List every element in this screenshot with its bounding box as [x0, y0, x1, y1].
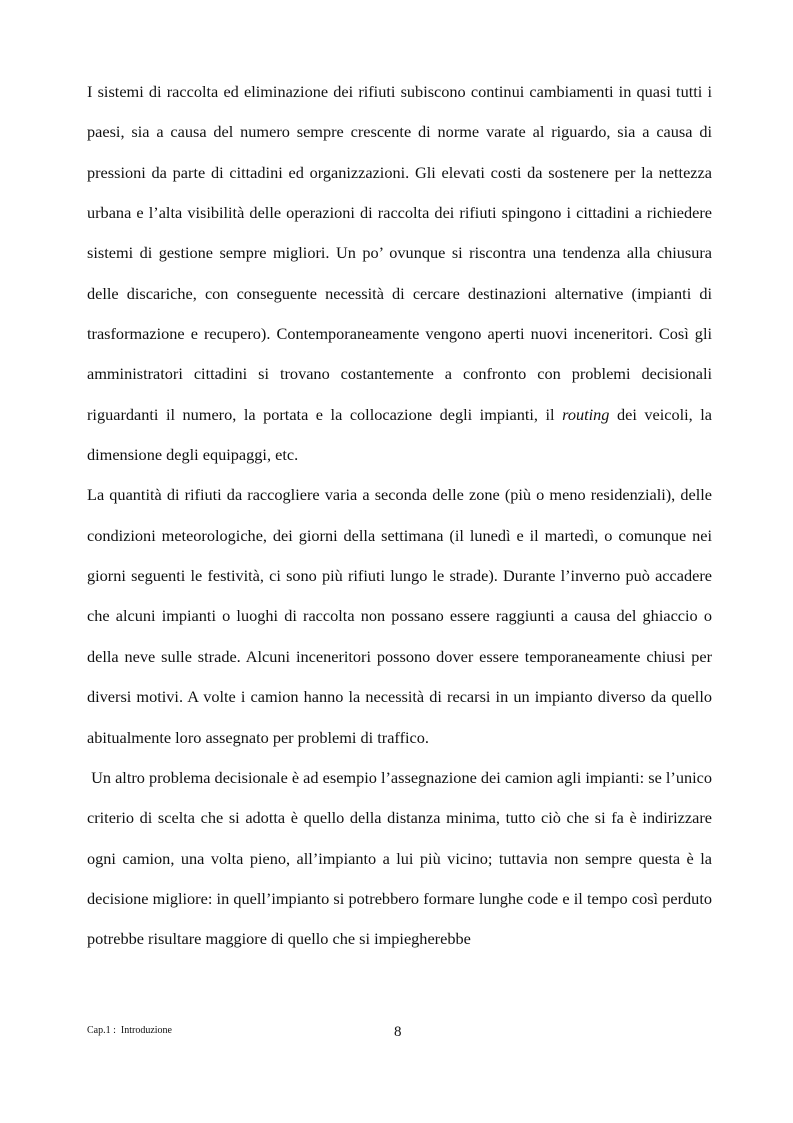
- paragraph-2: La quantità di rifiuti da raccogliere varia a seconda delle zone (più o meno residenziali), delle condizioni meteorologiche, dei giorni della settimana (il lunedì e il martedì, o comunque nei giorni seguenti le festività, ci sono più rifiuti lungo le strade). Durante l’inverno può accadere che alcuni impianti o luoghi di raccolta non possano essere raggiunti a causa del ghiaccio o della neve sulle strade. Alcuni inceneritori possono dover essere temporaneamente chiusi per diversi motivi. A volte i camion hanno la necessità di recarsi in un impianto diverso da quello abitualmente loro assegnato per problemi di traffico.: [87, 485, 712, 747]
- paragraph-1-end: dei veicoli, la dimensione degli equipaggi, etc.: [87, 404, 712, 465]
- paragraph-3: Un altro problema decisionale è ad esempio l’assegnazione dei camion agli impianti: se l’unico criterio di scelta che si adotta è quello della distanza minima, tutto ciò che si fa è indirizzare ogni camion, una volta pieno, all’impianto a lui più vicino; tuttavia non sempre questa è la decisione migliore: in quell’impianto si potrebbero formare lunghe code e il tempo così perduto potrebbe risultare maggiore di quello che si impiegherebbe: [87, 767, 717, 949]
- footer-chapter: Cap.1 : Introduzione: [87, 1025, 172, 1036]
- paragraph-1-text: I sistemi di raccolta ed eliminazione dei rifiuti subiscono continui cambiamenti in quasi tutti i paesi, sia a causa del numero sempre crescente di norme varate al riguardo, sia a causa di pressioni da parte di cittadini ed organizzazioni. Gli elevati costi da sostenere per la nettezza urbana e l’alta visibilità delle operazioni di raccolta dei rifiuti spingono i cittadini a richiedere sistemi di gestione sempre migliori. Un po’ ovunque si riscontra una tendenza alla chiusura delle discariche, con conseguente necessità di cercare destinazioni alternative (impianti di trasformazione e recupero). Contemporaneamente vengono aperti nuovi inceneritori. Così gli amministratori cittadini si trovano costantemente a confronto con problemi decisionali riguardanti il numero, la portata e la collocazione degli impianti, il: [87, 82, 712, 424]
- paragraph-1: [87, 72, 712, 475]
- page-number: 8: [394, 1024, 402, 1040]
- body-text: [87, 72, 717, 960]
- routing-emphasis: routing: [562, 404, 610, 424]
